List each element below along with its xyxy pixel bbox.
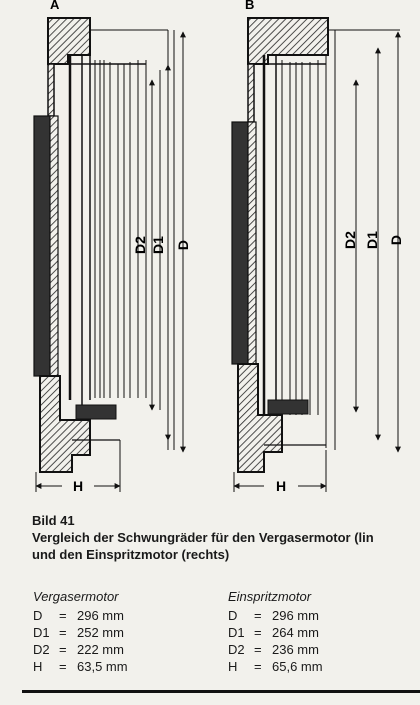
dim-label-d1-a: D1 [150, 236, 166, 254]
spec-value: 65,6 mm [272, 659, 323, 674]
spec-equals: = [59, 625, 67, 640]
figure-number: Bild 41 [32, 513, 75, 528]
dim-label-d-b: D [388, 234, 404, 246]
spec-equals: = [254, 608, 262, 623]
spec-row [228, 641, 323, 658]
spec-row [33, 641, 128, 658]
spec-equals: = [59, 642, 67, 657]
spec-row [33, 607, 128, 624]
spec-block-injection [228, 588, 323, 675]
dim-label-d2-b: D2 [342, 231, 358, 249]
spec-equals: = [59, 608, 67, 623]
spec-key: D [33, 608, 43, 623]
figure-title-line-1: Vergleich der Schwungräder für den Vergasermotor (lin [32, 530, 374, 545]
spec-value: 222 mm [77, 642, 124, 657]
dim-label-d-a: D [175, 239, 191, 251]
spec-key: D2 [228, 642, 245, 657]
spec-key: D2 [33, 642, 50, 657]
spec-block-carburetor [33, 588, 128, 675]
spec-row [228, 607, 323, 624]
dim-label-h-b: H [275, 478, 287, 494]
spec-equals: = [254, 625, 262, 640]
spec-key: H [228, 659, 238, 674]
spec-equals: = [59, 659, 67, 674]
bottom-rule [22, 690, 420, 693]
spec-value: 252 mm [77, 625, 124, 640]
spec-title: Vergasermotor [33, 589, 119, 604]
flywheel-a-drawing [34, 0, 191, 494]
figure-title-line-2: und den Einspritzmotor (rechts) [32, 547, 230, 562]
dim-label-d1-b: D1 [364, 231, 380, 249]
spec-row [228, 624, 323, 641]
spec-value: 236 mm [272, 642, 319, 657]
spec-title: Einspritzmotor [228, 589, 312, 604]
panel-b-label: B [245, 0, 255, 12]
dim-label-d2-a: D2 [132, 236, 148, 254]
spec-value: 296 mm [272, 608, 319, 623]
spec-equals: = [254, 659, 262, 674]
spec-row [228, 658, 323, 675]
dim-label-h-a: H [72, 478, 84, 494]
spec-row [33, 624, 128, 641]
spec-key: D [228, 608, 238, 623]
spec-key: D1 [228, 625, 245, 640]
spec-value: 296 mm [77, 608, 124, 623]
spec-row [33, 658, 128, 675]
flywheel-b-drawing [232, 0, 404, 494]
spec-key: H [33, 659, 43, 674]
spec-value: 63,5 mm [77, 659, 128, 674]
figure-caption [32, 512, 420, 563]
spec-equals: = [254, 642, 262, 657]
spec-key: D1 [33, 625, 50, 640]
spec-value: 264 mm [272, 625, 319, 640]
panel-a-label: A [50, 0, 60, 12]
